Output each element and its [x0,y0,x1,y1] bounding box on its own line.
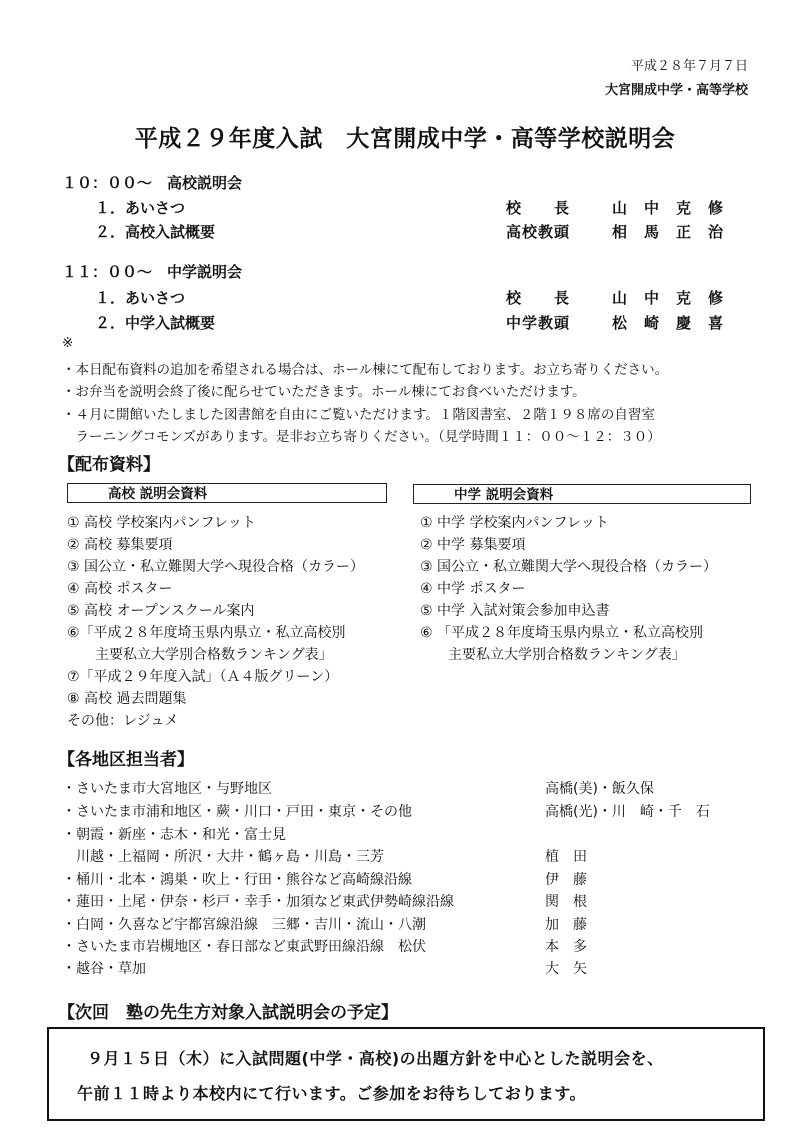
region-staff: 関 根 [545,894,587,910]
session-item-label: ２．中学入試概要 [95,314,216,332]
next-session-line: 午前１１時より本校内にて行います。ご参加をお待ちしております。 [77,1084,586,1103]
high-school-materials-header [67,483,387,503]
list-item: ② 中学 募集要項 [420,537,526,553]
speaker-name: 相 馬 正 治 [612,223,725,241]
region-staff: 高橋(光)・川 崎・千 石 [545,804,710,820]
region-staff: 高橋(美)・飯久保 [545,781,654,797]
list-item: ③ 国公立・私立難関大学へ現役合格（カラー） [420,559,717,575]
session-item-label: １．あいさつ [95,289,186,307]
list-item: ① 中学 学校案内パンフレット [420,515,609,531]
list-item: ① 高校 学校案内パンフレット [67,515,256,531]
notes-mark: ※ [62,335,74,351]
speaker-role: 校 長 [506,199,571,217]
high-school-materials-list [67,512,364,732]
speaker-name: 山 中 克 修 [612,199,725,217]
note-line: ・お弁当を説明会終了後に配らせていただきます。ホール棟にてお食べいただけます。 [62,384,586,400]
list-item: ⑥ 「平成２８年度埼玉県内県立・私立高校別 [420,625,703,641]
list-item: ⑥「平成２８年度埼玉県内県立・私立高校別 [67,625,346,641]
list-item: 主要私立大学別合格数ランキング表」 [420,647,686,663]
session-item-label: ２．高校入試概要 [95,223,216,241]
junior-high-materials-header [413,484,751,504]
region-area: ・さいたま市大宮地区・与野地区 [62,781,272,797]
page-title: 平成２９年度入試 大宮開成中学・高等学校説明会 [134,126,676,152]
list-item: ⑤ 高校 オープンスクール案内 [67,603,255,619]
school-name: 大宮開成中学・高等学校 [604,83,748,98]
region-area: ・越谷・草加 [62,961,146,977]
region-area: ・さいたま市浦和地区・蕨・川口・戸田・東京・その他 [62,804,412,820]
region-staff: 植 田 [545,849,587,865]
region-staff: 大 矢 [545,961,587,977]
region-area: ・白岡・久喜など宇都宮線沿線 三郷・吉川・流山・八潮 [62,917,426,933]
speaker-name: 松 崎 慶 喜 [612,314,725,332]
list-item: ③ 国公立・私立難関大学へ現役合格（カラー） [67,559,364,575]
region-staff: 本 多 [545,939,587,955]
regions-section-title: 【各地区担当者】 [58,750,194,770]
list-item: ④ 中学 ポスター [420,581,526,597]
session-high-school-time: １０：００～ 高校説明会 [62,174,243,192]
speaker-role: 校 長 [506,289,571,307]
junior-high-materials-list [420,512,717,666]
list-item: ④ 高校 ポスター [67,581,173,597]
next-session-line: ９月１５日（木）に入試問題(中学・高校)の出題方針を中心とした説明会を、 [87,1049,664,1068]
list-item: 主要私立大学別合格数ランキング表」 [67,647,333,663]
note-line: ラーニングコモンズがあります。是非お立ち寄りください。（見学時間１１：００～１２：３０） [62,429,661,445]
speaker-role: 中学教頭 [506,314,571,332]
document-date: 平成２８年７月７日 [630,59,748,74]
region-staff: 加 藤 [545,917,587,933]
region-area: ・桶川・北本・鴻巣・吹上・行田・熊谷など高崎線沿線 [62,872,412,888]
next-session-box [47,1027,765,1121]
speaker-role: 高校教頭 [506,223,571,241]
materials-section-title: 【配布資料】 [58,455,160,475]
list-item: ⑦「平成２９年度入試」（Ａ４版グリーン） [67,669,339,685]
region-area: ・さいたま市岩槻地区・春日部など東武野田線沿線 松伏 [62,939,426,955]
header-label: 中学 説明会資料 [454,487,554,503]
list-item: その他：レジュメ [67,713,179,729]
region-area: ・蓮田・上尾・伊奈・杉戸・幸手・加須など東武伊勢崎線沿線 [62,894,454,910]
speaker-name: 山 中 克 修 [612,289,725,307]
list-item: ⑤ 中学 入試対策会参加申込書 [420,603,610,619]
note-line: ・本日配布資料の追加を希望される場合は、ホール棟にて配布しております。お立ち寄りください。 [62,362,669,378]
region-staff: 伊 藤 [545,872,587,888]
session-item-label: １．あいさつ [95,199,186,217]
list-item: ② 高校 募集要項 [67,537,173,553]
session-junior-high-time: １１：００～ 中学説明会 [62,263,243,281]
next-session-section-title: 【次回 塾の先生方対象入試説明会の予定】 [58,1003,398,1023]
region-area: 川越・上福岡・所沢・大井・鶴ヶ島・川島・三芳 [62,849,384,865]
region-area: ・朝霞・新座・志木・和光・富士見 [62,827,286,843]
header-label: 高校 説明会資料 [108,486,208,502]
list-item: ⑧ 高校 過去問題集 [67,691,187,707]
note-line: ・４月に開館いたしました図書館を自由にご覧いただけます。１階図書室、２階１９８席の自習室 [62,407,655,423]
